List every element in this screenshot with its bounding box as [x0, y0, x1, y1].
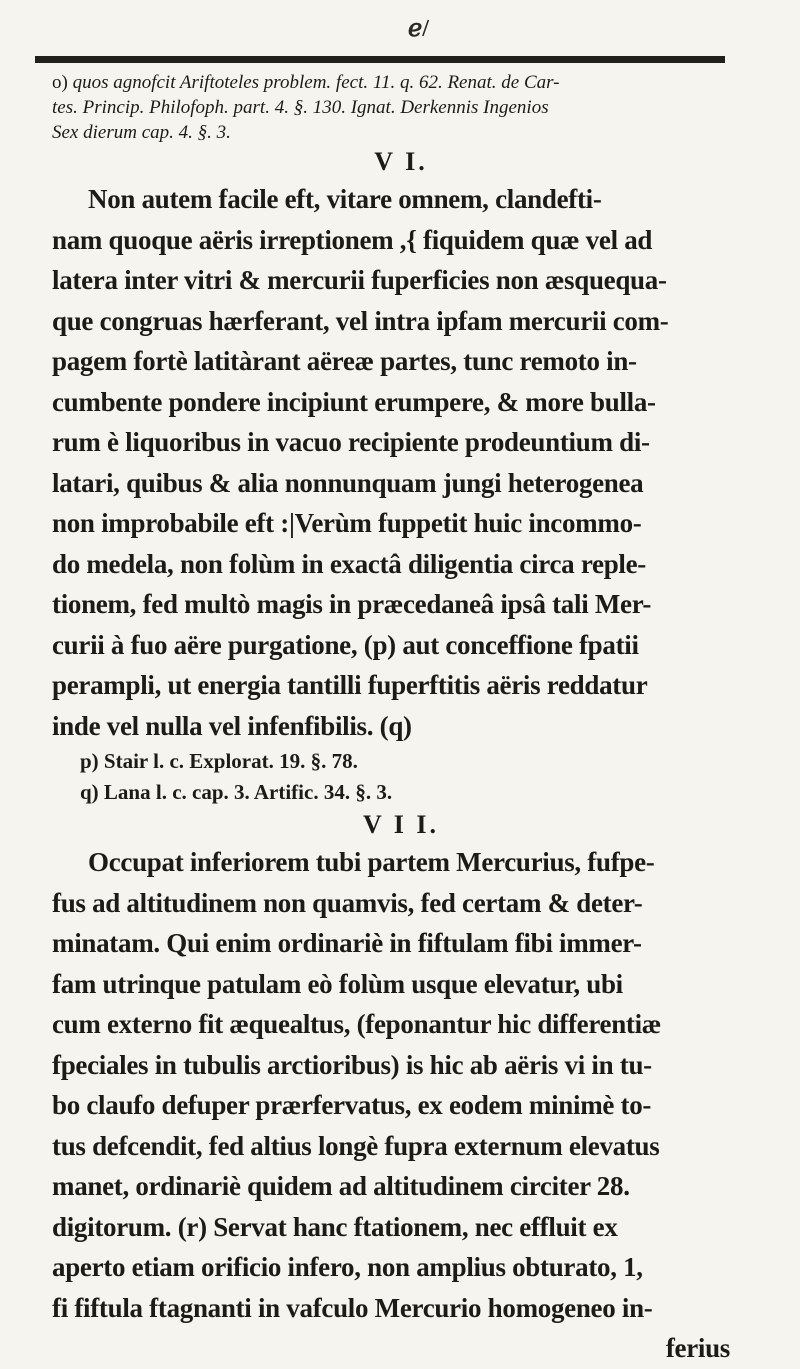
- section-vi-line: Non autem facile eft, vitare omnem, clandefti-: [88, 184, 602, 214]
- section-vii-line: tus defcendit, fed altius longè fupra externum elevatus: [52, 1130, 660, 1161]
- section-vi-line: pagem fortè latitàrant aëreæ partes, tunc remoto in-: [52, 346, 637, 376]
- section-vii-line: minatam. Qui enim ordinariè in fiftulam fibi immer-: [52, 928, 642, 958]
- section-vii-line: Occupat inferiorem tubi partem Mercurius, fufpe-: [88, 847, 655, 877]
- section-vii-line: fus ad altitudinem non quamvis, fed certam & deter-: [52, 887, 643, 918]
- section-heading-vii: V I I.: [362, 810, 440, 839]
- section-vi-line: do medela, non folùm in exactâ diligentia circa reple-: [52, 548, 647, 579]
- section-vi-line: curii à fuo aëre purgatione, (p) aut conceffione fpatii: [52, 629, 639, 660]
- section-vi-line: nam quoque aëris irreptionem ,{ fiquidem quæ vel ad: [52, 224, 653, 255]
- section-vi-line: inde vel nulla vel infenfibilis. (q): [52, 710, 412, 741]
- section-vii-line: cum externo fit æquealtus, (feponantur hic differentiæ: [52, 1009, 662, 1039]
- section-vii-line: manet, ordinariè quidem ad altitudinem circiter 28.: [52, 1171, 630, 1201]
- section-vii-line: aperto etiam orificio infero, non amplius obturato, 1,: [52, 1252, 643, 1282]
- section-vii-line: fam utrinque patulam eò folùm usque elevatur, ubi: [52, 968, 623, 999]
- section-vi-line: perampli, ut energia tantilli fuperftitis aëris reddatur: [52, 670, 648, 700]
- section-vi-line: tionem, fed multò magis in præcedaneâ ipsâ tali Mer-: [52, 589, 652, 619]
- printer-mark: ℯ/: [408, 16, 429, 42]
- section-vii-line: fpeciales in tubulis arctioribus) is hic ab aëris vi in tu-: [52, 1049, 652, 1080]
- section-heading-vi: V I.: [374, 147, 428, 176]
- section-vii-line: fi fiftula ftagnanti in vafculo Mercurio homogeneo in-: [52, 1292, 653, 1323]
- footnote-p: p) Stair l. c. Explorat. 19. §. 78.: [80, 749, 358, 773]
- footnote-q: q) Lana l. c. cap. 3. Artific. 34. §. 3.: [80, 780, 393, 804]
- section-vi-line: latera inter vitri & mercurii fuperficies non æsquequa-: [52, 265, 667, 295]
- header-rule: [35, 56, 725, 63]
- catchword: ferius: [665, 1333, 730, 1363]
- section-vii-line: digitorum. (r) Servat hanc ftationem, nec effluit ex: [52, 1211, 618, 1242]
- section-vi-line: que congruas hærferant, vel intra ipfam mercurii com-: [52, 305, 669, 336]
- footnote-o-line-1: o) quos agnofcit Ariftoteles problem. fect. 11. q. 62. Renat. de Car-: [52, 72, 560, 93]
- section-vii-line: bo claufo defuper prærfervatus, ex eodem minimè to-: [52, 1090, 652, 1120]
- section-vi-line: latari, quibus & alia nonnunquam jungi heterogenea: [52, 467, 644, 498]
- footnote-o-line-3: Sex dierum cap. 4. §. 3.: [52, 122, 231, 143]
- section-vi-line: cumbente pondere incipiunt erumpere, & more bulla-: [52, 386, 656, 417]
- footnote-o-line-2: tes. Princip. Philofoph. part. 4. §. 130. Ignat. Derkennis Ingenios: [52, 97, 549, 118]
- section-vi-line: non improbabile eft :|Verùm fuppetit huic incommo-: [52, 508, 642, 538]
- section-vi-line: rum è liquoribus in vacuo recipiente prodeuntium di-: [52, 427, 650, 457]
- page-text: [52, 70, 750, 1369]
